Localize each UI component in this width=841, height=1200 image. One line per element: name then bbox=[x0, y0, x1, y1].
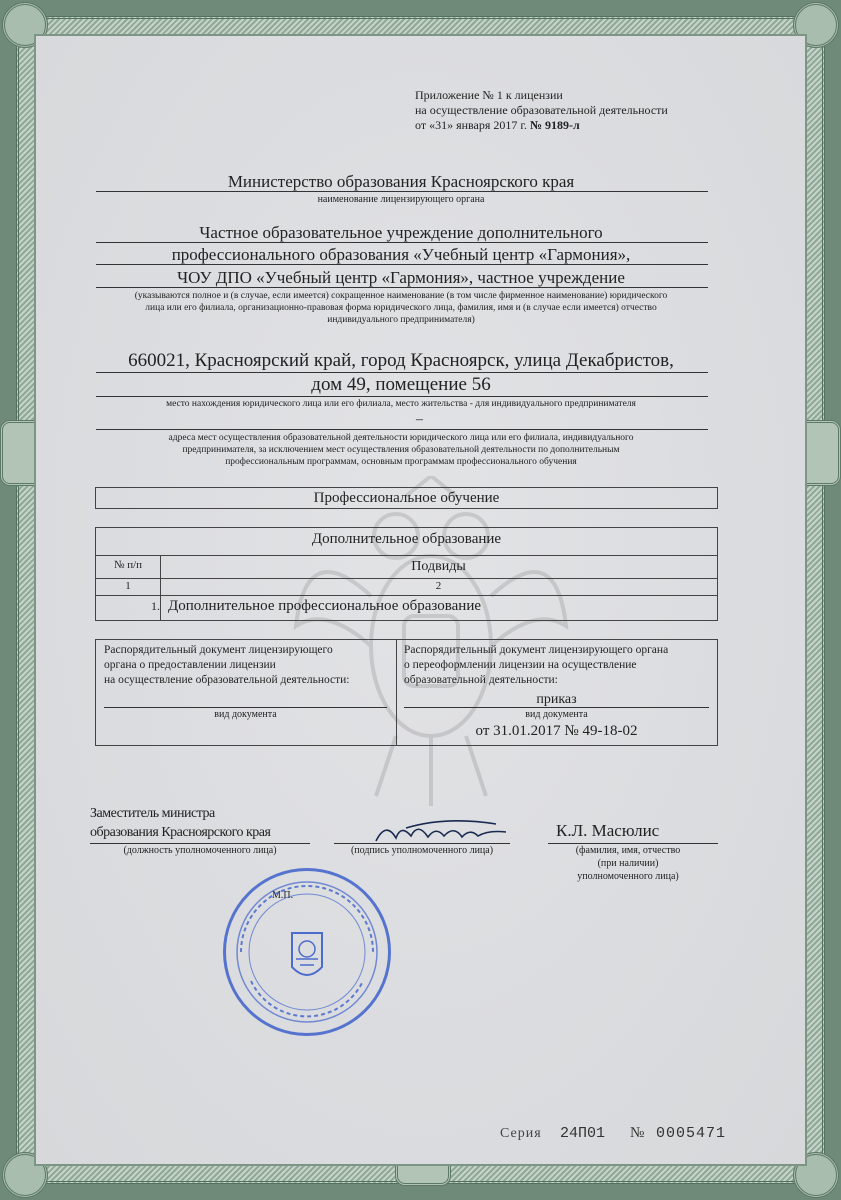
position-caption: (должность уполномоченного лица) bbox=[123, 845, 277, 856]
reissue-document-label-1: Распорядительный документ лицензирующего органа bbox=[404, 644, 669, 656]
name-caption-2: (при наличии) bbox=[597, 858, 659, 869]
header-license-number: № 9189-л bbox=[529, 118, 580, 132]
column-types-header: Подвиды bbox=[411, 559, 466, 574]
column-index-2: 2 bbox=[435, 580, 442, 592]
issue-document-label-3: на осуществление образовательной деятельности: bbox=[104, 674, 350, 686]
handwritten-signature-icon bbox=[366, 816, 526, 846]
issue-document-label-1: Распорядительный документ лицензирующего bbox=[104, 644, 333, 656]
stamp-ring-icon bbox=[226, 871, 388, 1033]
signatory-name: К.Л. Масюлис bbox=[556, 821, 660, 840]
signatory-position-line1: Заместитель министра bbox=[90, 806, 215, 821]
reissue-document-label-2: о переоформлении лицензии на осуществление bbox=[404, 659, 637, 671]
places-caption-3: профессиональным программам, основным программам профессионального обучения bbox=[225, 457, 577, 467]
additional-education-table bbox=[95, 527, 718, 621]
legal-address-caption: место нахождения юридического лица или его филиала, место жительства - для индивидуального предпринимателя bbox=[166, 399, 636, 409]
column-index-1: 1 bbox=[125, 580, 131, 592]
name-caption-3: уполномоченного лица) bbox=[577, 871, 679, 882]
licensing-authority-name: Министерство образования Красноярского края bbox=[227, 172, 575, 191]
places-caption-2: предпринимателя, за исключением мест осуществления образовательной деятельности по дополнительным bbox=[182, 445, 620, 455]
column-number-header: № п/п bbox=[113, 559, 143, 571]
issue-document-type-caption: вид документа bbox=[214, 709, 277, 720]
places-caption-1: адреса мест осуществления образовательной деятельности юридического лица или его филиала, индивидуального bbox=[168, 433, 634, 443]
places-dash: – bbox=[416, 412, 423, 427]
issue-document-label-2: органа о предоставлении лицензии bbox=[104, 659, 276, 671]
administrative-documents-box bbox=[95, 639, 718, 746]
series-label: Серия bbox=[500, 1126, 542, 1141]
organization-caption-2: лица или его филиала, организационно-правовая форма юридического лица, фамилия, имя и (в случае если имеется) отчество bbox=[145, 303, 657, 313]
document-paper bbox=[36, 36, 805, 1164]
legal-address-line1: 660021, Красноярский край, город Красноярск, улица Декабристов, bbox=[128, 350, 674, 371]
official-stamp-seal bbox=[223, 868, 391, 1036]
organization-caption-3: индивидуального предпринимателя) bbox=[327, 315, 475, 325]
additional-education-title: Дополнительное образование bbox=[311, 531, 502, 547]
reissue-document-date-number: от 31.01.2017 № 49-18-02 bbox=[475, 723, 638, 739]
header-appendix-line: Приложение № 1 к лицензии bbox=[415, 88, 563, 102]
reissue-document-label-3: образовательной деятельности: bbox=[404, 674, 558, 686]
name-caption-1: (фамилия, имя, отчество bbox=[575, 845, 681, 856]
table-row-number: 1. bbox=[151, 599, 160, 613]
seal-place-label: М.П. bbox=[272, 890, 294, 901]
signature-caption: (подпись уполномоченного лица) bbox=[350, 845, 494, 856]
signatory-position-line2: образования Красноярского края bbox=[90, 825, 271, 840]
legal-address-line2: дом 49, помещение 56 bbox=[311, 374, 491, 395]
table-row-type: Дополнительное профессиональное образование bbox=[168, 598, 482, 614]
header-date-text: от «31» января 2017 г. bbox=[415, 118, 530, 132]
organization-caption-1: (указываются полное и (в случае, если имеется) сокращенное наименование (в том числе фирменное наименование) юридического bbox=[134, 291, 668, 301]
licensing-authority-caption: наименование лицензирующего органа bbox=[317, 194, 485, 205]
professional-training-label: Профессиональное обучение bbox=[313, 490, 500, 506]
organization-name-line1: Частное образовательное учреждение дополнительного bbox=[199, 223, 603, 242]
header-license-date bbox=[415, 118, 580, 133]
header-license-purpose: на осуществление образовательной деятельности bbox=[415, 103, 668, 117]
series-number: 0005471 bbox=[656, 1125, 727, 1142]
reissue-document-type: приказ bbox=[536, 692, 577, 707]
organization-short-name: ЧОУ ДПО «Учебный центр «Гармония», частное учреждение bbox=[177, 268, 625, 287]
series-number-sign: № bbox=[630, 1125, 645, 1141]
reissue-document-type-caption: вид документа bbox=[525, 709, 588, 720]
organization-name-line2: профессионального образования «Учебный центр «Гармония», bbox=[171, 245, 631, 264]
professional-training-box bbox=[95, 487, 718, 509]
series-code: 24П01 bbox=[560, 1125, 606, 1142]
